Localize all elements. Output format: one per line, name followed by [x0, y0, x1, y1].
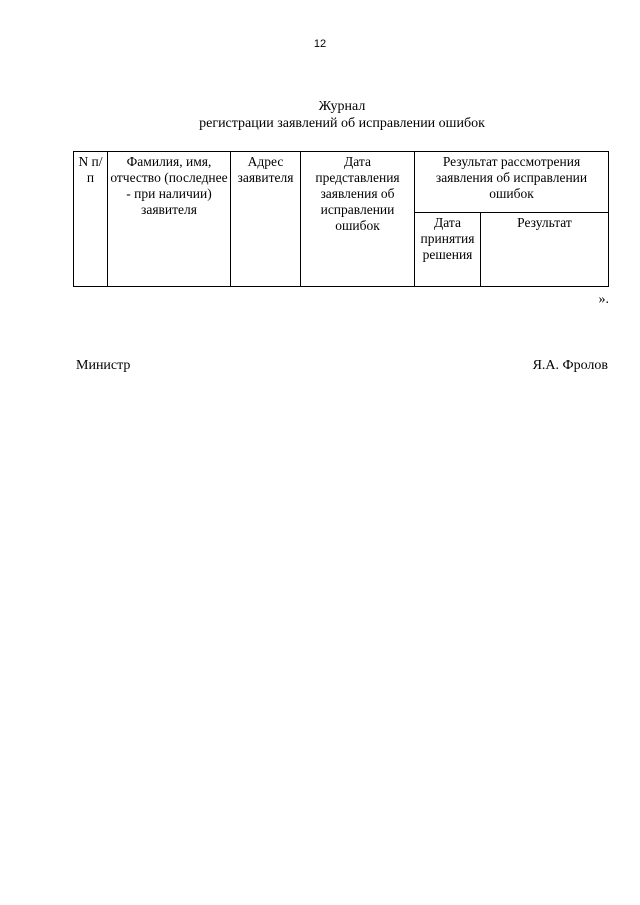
- header-address: Адрес заявителя: [231, 152, 301, 287]
- signature-name: Я.А. Фролов: [532, 358, 608, 373]
- journal-table: [73, 151, 609, 287]
- header-review-result: Результат рассмотрения заявления об исправлении ошибок: [415, 152, 609, 213]
- header-submission-date: Дата представления заявления об исправлении ошибок: [301, 152, 415, 287]
- header-number: N п/п: [74, 152, 108, 287]
- header-result: Результат: [481, 213, 609, 287]
- title-line-2: регистрации заявлений об исправлении ошибок: [199, 116, 485, 131]
- header-decision-date: Дата принятия решения: [415, 213, 481, 287]
- signature-block: [76, 358, 608, 374]
- page-number: 12: [313, 38, 327, 50]
- closing-quote: ».: [598, 292, 609, 307]
- title-line-1: Журнал: [318, 99, 366, 114]
- document-title: [74, 98, 610, 132]
- header-name: Фамилия, имя, отчество (последнее - при наличии) заявителя: [108, 152, 231, 287]
- signature-position: Министр: [76, 358, 131, 373]
